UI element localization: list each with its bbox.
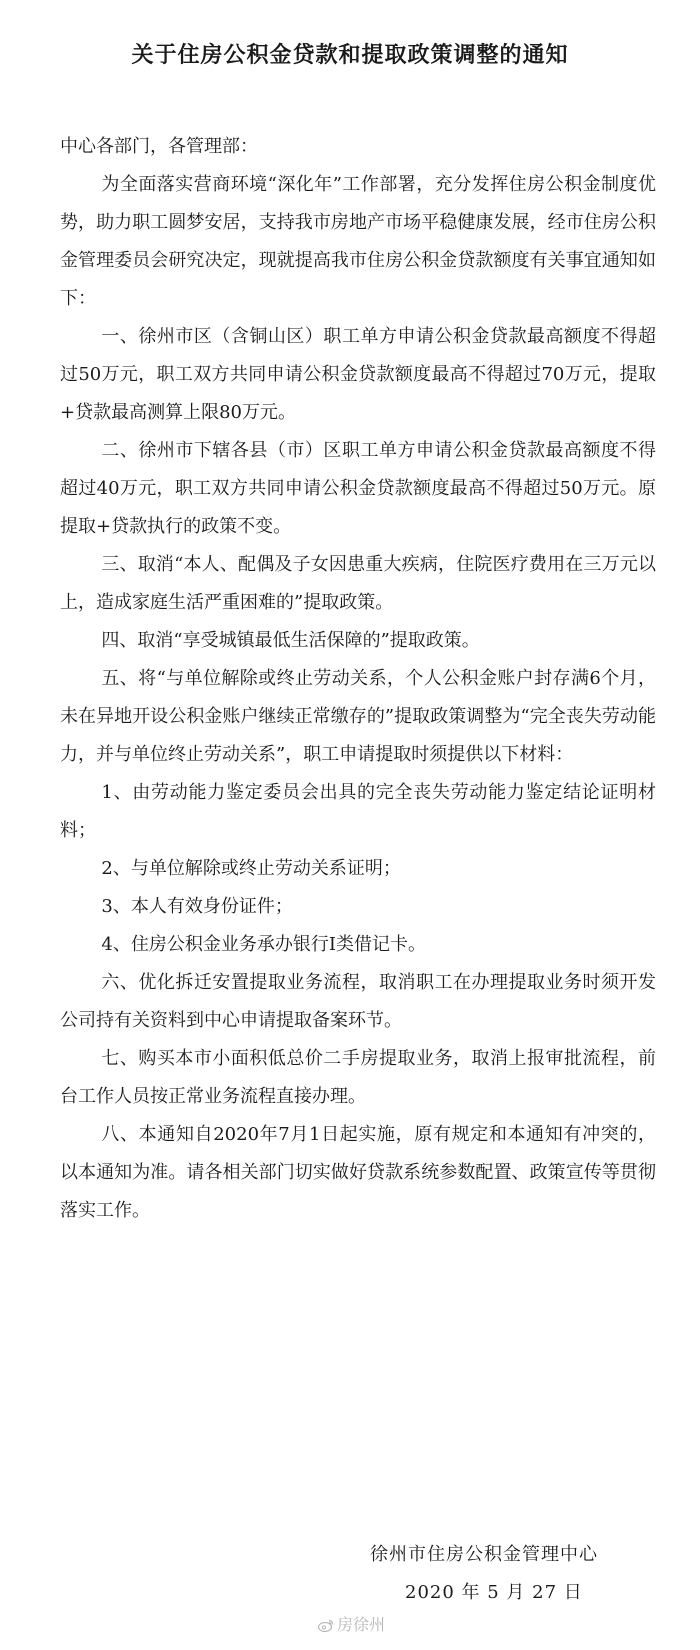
- paragraph-material-4: 4、住房公积金业务承办银行Ⅰ类借记卡。: [101, 934, 426, 955]
- paragraph-item-7: 七、购买本市小面积低总价二手房提取业务，取消上报审批流程，前台工作人员按正常业务流程直接办理。: [60, 1048, 656, 1107]
- watermark-text: 房徐州: [337, 1615, 386, 1634]
- paragraph-item-3: 三、取消“本人、配偶及子女因患重大疾病，住院医疗费用在三万元以上，造成家庭生活严重困难的”提取政策。: [60, 554, 656, 613]
- paragraph-intro: 为全面落实营商环境“深化年”工作部署，充分发挥住房公积金制度优势，助力职工圆梦安居，支持我市房地产市场平稳健康发展，经市住房公积金管理委员会研究决定，现就提高我市住房公积金贷款额度有关事宜通知如下：: [60, 174, 656, 309]
- weibo-watermark: [318, 1612, 385, 1635]
- salutation: 中心各部门，各管理部：: [60, 136, 258, 157]
- paragraph-item-1: 一、徐州市区（含铜山区）职工单方申请公积金贷款最高额度不得超过50万元，职工双方共同申请公积金贷款额度最高不得超过70万元，提取+贷款最高测算上限80万元。: [60, 326, 656, 423]
- issuer-signature: 徐州市住房公积金管理中心: [370, 1544, 598, 1565]
- paragraph-material-3: 3、本人有效身份证件；: [101, 896, 293, 917]
- paragraph-item-2: 二、徐州市下辖各县（市）区职工单方申请公积金贷款最高额度不得超过40万元，职工双方共同申请公积金贷款额度最高不得超过50万元。原提取+贷款执行的政策不变。: [60, 440, 656, 537]
- paragraph-material-2: 2、与单位解除或终止劳动关系证明；: [101, 858, 401, 879]
- document-title: 关于住房公积金贷款和提取政策调整的通知: [131, 43, 569, 68]
- paragraph-material-1: 1、由劳动能力鉴定委员会出具的完全丧失劳动能力鉴定结论证明材料；: [60, 782, 656, 841]
- weibo-icon: [318, 1617, 334, 1630]
- issue-date: 2020 年 5 月 27 日: [405, 1582, 583, 1603]
- paragraph-item-5: 五、将“与单位解除或终止劳动关系，个人公积金账户封存满6个月，未在异地开设公积金账户继续正常缴存的”提取政策调整为“完全丧失劳动能力，并与单位终止劳动关系”，职工申请提取时须提供以下材料：: [60, 668, 656, 765]
- document-body: [60, 128, 656, 1230]
- paragraph-item-6: 六、优化拆迁安置提取业务流程，取消职工在办理提取业务时须开发公司持有关资料到中心申请提取备案环节。: [60, 972, 656, 1031]
- paragraph-item-4: 四、取消“享受城镇最低生活保障的”提取政策。: [101, 630, 480, 651]
- paragraph-item-8: 八、本通知自2020年7月1日起实施，原有规定和本通知有冲突的，以本通知为准。请各相关部门切实做好贷款系统参数配置、政策宣传等贯彻落实工作。: [60, 1124, 656, 1221]
